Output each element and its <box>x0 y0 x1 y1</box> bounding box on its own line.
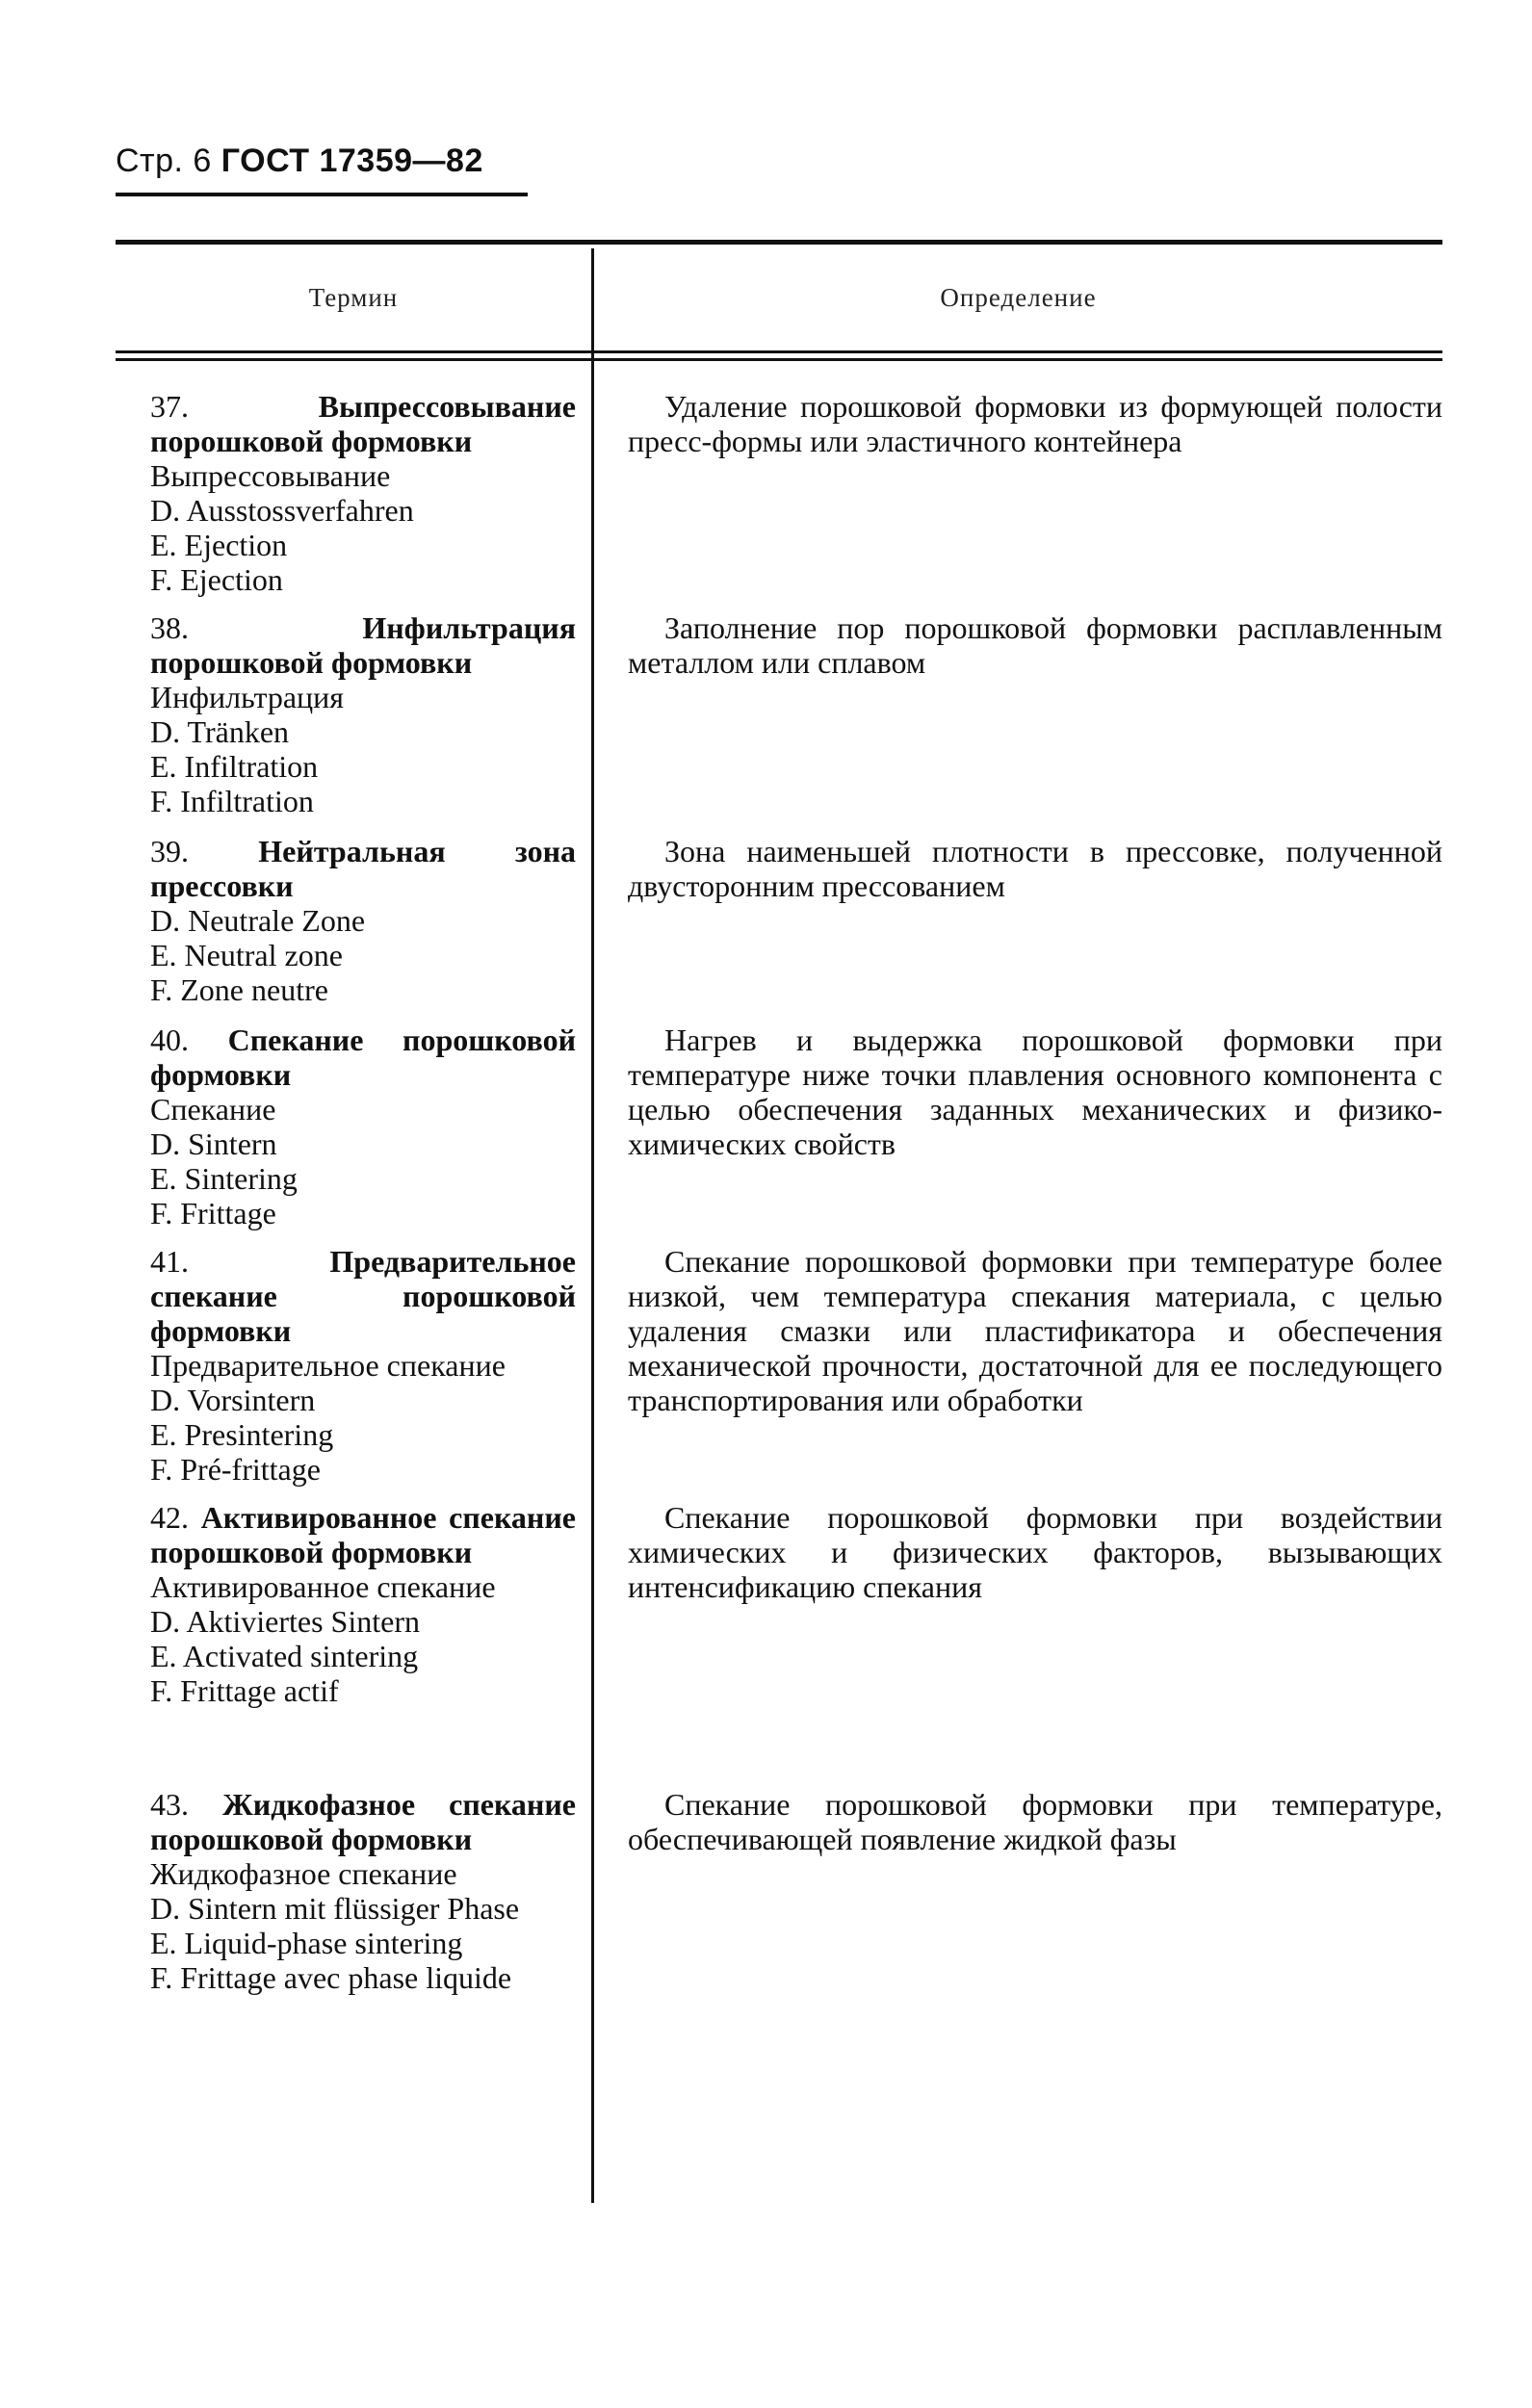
term-short: Выпрессовывание <box>150 458 391 493</box>
column-header-definition: Определение <box>940 283 1097 312</box>
term-short: Спекание <box>150 1092 276 1126</box>
column-divider <box>591 248 594 2203</box>
page-header <box>116 142 483 180</box>
definition-text: Нагрев и выдержка порошковой формовки при температуре ниже точки плавления основного компонента с целью обеспечения заданных механических и физико-химических свойств <box>628 1023 1442 1161</box>
column-header-term: Термин <box>308 283 399 312</box>
page-label: Стр. 6 <box>116 142 212 179</box>
term-french: F. Ejection <box>150 562 283 597</box>
term-entry <box>116 1023 576 1230</box>
term-english: E. Infiltration <box>150 749 319 784</box>
term-english: E. Sintering <box>150 1161 298 1196</box>
header-underline <box>116 193 528 196</box>
term-french: F. Frittage actif <box>150 1673 339 1708</box>
term-french: F. Pré-frittage <box>150 1452 321 1487</box>
term-title: 37. Выпрессовывание порошковой формовки <box>150 389 576 458</box>
term-title: 38. Инфильтрация порошковой формовки <box>150 610 576 680</box>
term-french: F. Infiltration <box>150 784 314 818</box>
term-german: D. Sintern <box>150 1126 277 1161</box>
table-top-rule <box>116 240 1442 245</box>
term-short: Активированное спекание <box>150 1569 496 1604</box>
header-rule-lower <box>116 358 1442 361</box>
term-french: F. Frittage <box>150 1196 276 1230</box>
term-title: 41. Предварительное спекание порошковой формовки <box>150 1244 576 1348</box>
term-short: Инфильтрация <box>150 680 344 714</box>
term-entry <box>116 389 576 597</box>
term-entry <box>116 1787 576 1995</box>
header-rule-upper <box>116 350 1442 353</box>
term-english: E. Activated sintering <box>150 1639 419 1673</box>
definition-text: Удаление порошковой формовки из формующей полости пресс-формы или эластичного контейнера <box>628 389 1442 458</box>
term-english: E. Liquid-phase sintering <box>150 1926 463 1960</box>
term-short: Предварительное спекание <box>150 1348 506 1383</box>
term-title: 43. Жидкофазное спекание порошковой формовки <box>150 1787 577 1856</box>
definition-text: Зона наименьшей плотности в прессовке, полученной двусторонним прессованием <box>628 834 1442 903</box>
term-title: 40. Спекание порошковой формовки <box>150 1023 576 1092</box>
term-german: D. Neutrale Zone <box>150 903 366 938</box>
definition-text: Заполнение пор порошковой формовки расплавленным металлом или сплавом <box>628 610 1442 680</box>
definition-text: Спекание порошковой формовки при воздействии химических и физических факторов, вызывающих интенсификацию спекания <box>628 1500 1442 1604</box>
term-entry <box>116 610 576 818</box>
term-entry <box>116 1500 576 1708</box>
term-german: D. Sintern mit flüssiger Phase <box>150 1891 520 1926</box>
term-entry <box>116 834 576 1007</box>
term-german: D. Vorsintern <box>150 1383 316 1417</box>
term-title: 42. Активированное спекание порошковой формовки <box>150 1500 576 1569</box>
term-french: F. Zone neutre <box>150 972 328 1007</box>
definition-text: Спекание порошковой формовки при температуре более низкой, чем температура спекания материала, с целью удаления смазки или пластификатора и обеспечения механической прочности, достаточной для ее последующего транспортирования или обработки <box>628 1244 1442 1417</box>
term-short: Жидкофазное спекание <box>150 1856 457 1891</box>
term-entry <box>116 1244 576 1487</box>
term-english: E. Presintering <box>150 1417 334 1452</box>
term-title: 39. Нейтральная зона прессовки <box>150 834 577 903</box>
term-english: E. Neutral zone <box>150 938 343 972</box>
term-german: D. Tränken <box>150 714 290 749</box>
term-german: D. Ausstossverfahren <box>150 493 414 528</box>
standard-number: ГОСТ 17359—82 <box>221 142 483 179</box>
definition-text: Спекание порошковой формовки при температуре, обеспечивающей появление жидкой фазы <box>628 1787 1442 1856</box>
term-german: D. Aktiviertes Sintern <box>150 1604 420 1639</box>
term-english: E. Ejection <box>150 528 288 562</box>
term-french: F. Frittage avec phase liquide <box>150 1960 512 1995</box>
